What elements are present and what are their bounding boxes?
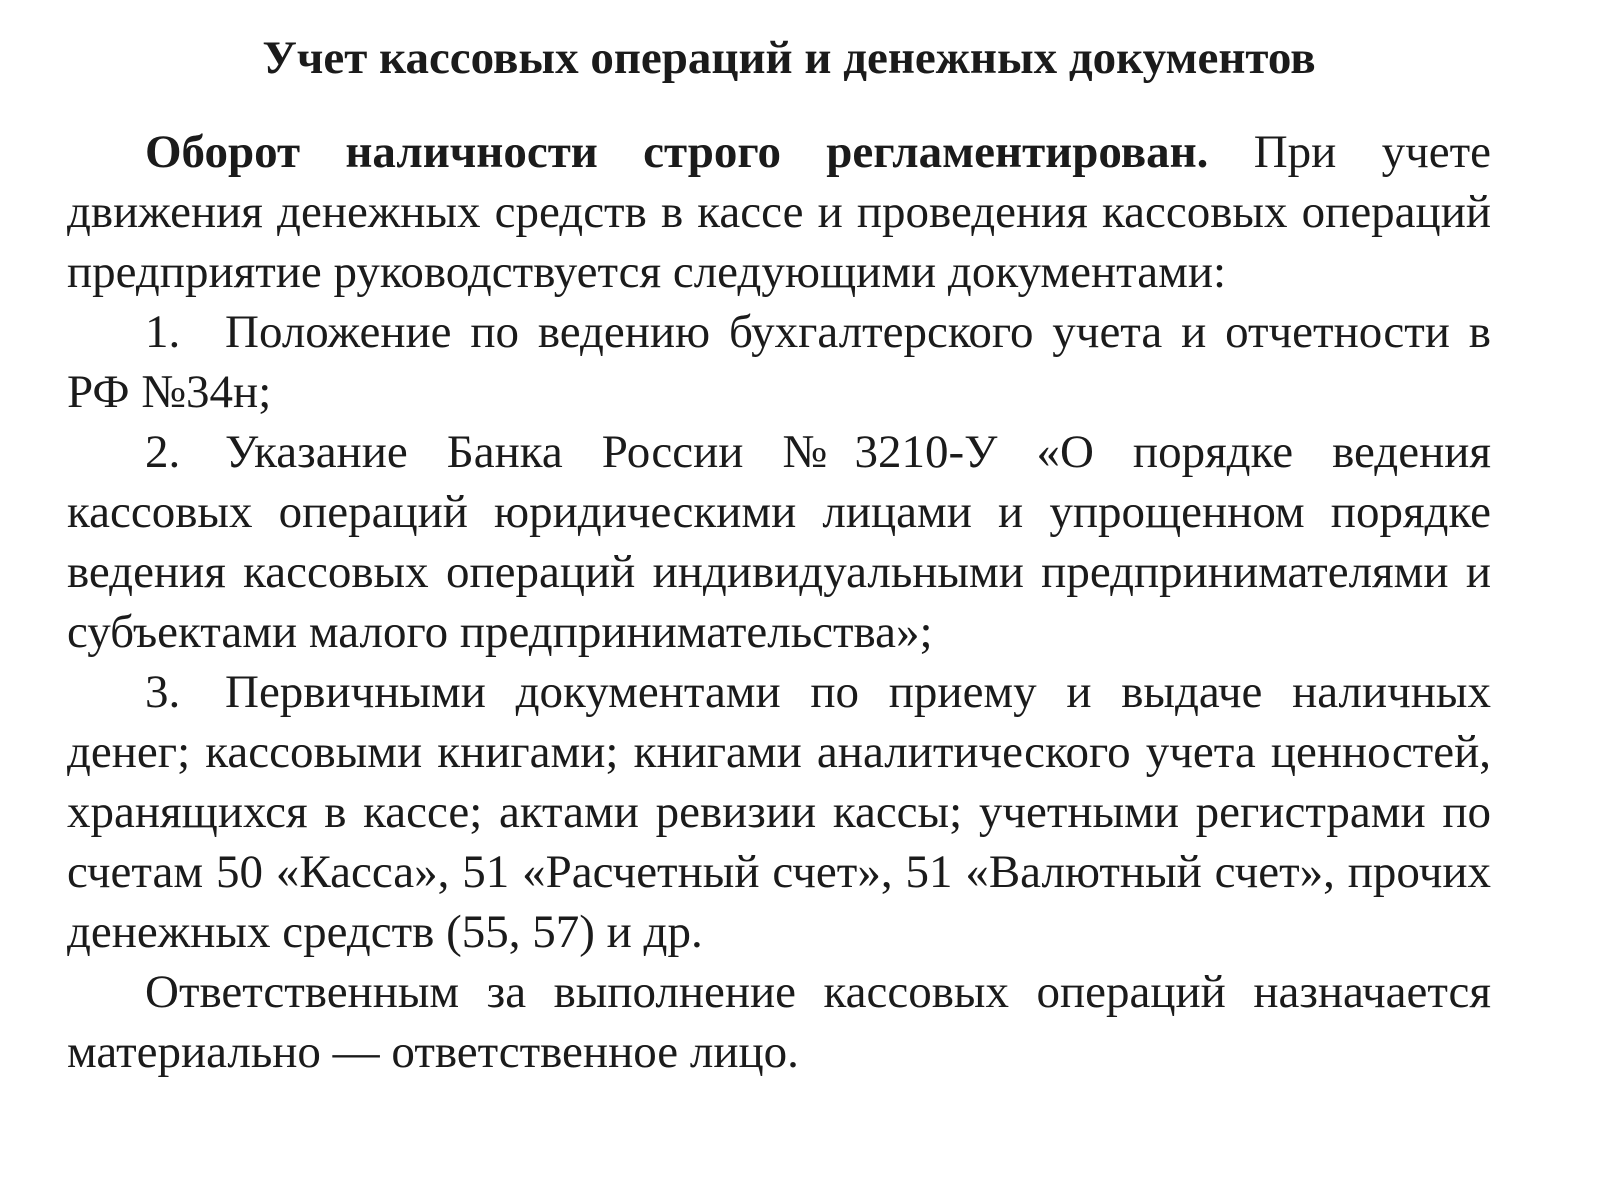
list-item-text: Указание Банка России №3210-У «О порядке ведения кассовых операций юридическими лицами и упрощенном порядке ведения кассовых операций индивидуальными предпринимателями и субъектами малого предпринимательства»;: [67, 426, 1491, 658]
list-item-number: 1.: [145, 306, 181, 358]
list-item-text: Первичными документами по приему и выдаче наличных денег; кассовыми книгами; книгами аналитического учета ценностей, хранящихся в кассе; актами ревизии кассы; учетными регистрами по счетам 50 «Касса», 51 «Расчетный счет», 51 «Валютный счет», прочих денежных средств (55, 57) и др.: [67, 666, 1491, 958]
closing-paragraph: Ответственным за выполнение кассовых операций назначается материально — ответственное лицо.: [67, 966, 1491, 1078]
list-item: [67, 302, 1491, 422]
list-item-text: Положение по ведению бухгалтерского учета и отчетности в РФ №34н;: [67, 306, 1491, 418]
list-item: [67, 422, 1491, 662]
intro-text: При учете движения денежных средств в кассе и проведения кассовых операций предприятие руководствуется следующими документами:: [67, 126, 1492, 298]
list-item-number: 2.: [145, 426, 181, 478]
list-item: [67, 662, 1491, 962]
document-title: Учет кассовых операций и денежных документов: [262, 32, 1316, 84]
intro-paragraph: [67, 122, 1491, 302]
intro-lead: Оборот наличности строго регламентирован.: [145, 126, 1209, 178]
document-page: [67, 28, 1491, 1082]
list-item-number: 3.: [145, 666, 181, 718]
